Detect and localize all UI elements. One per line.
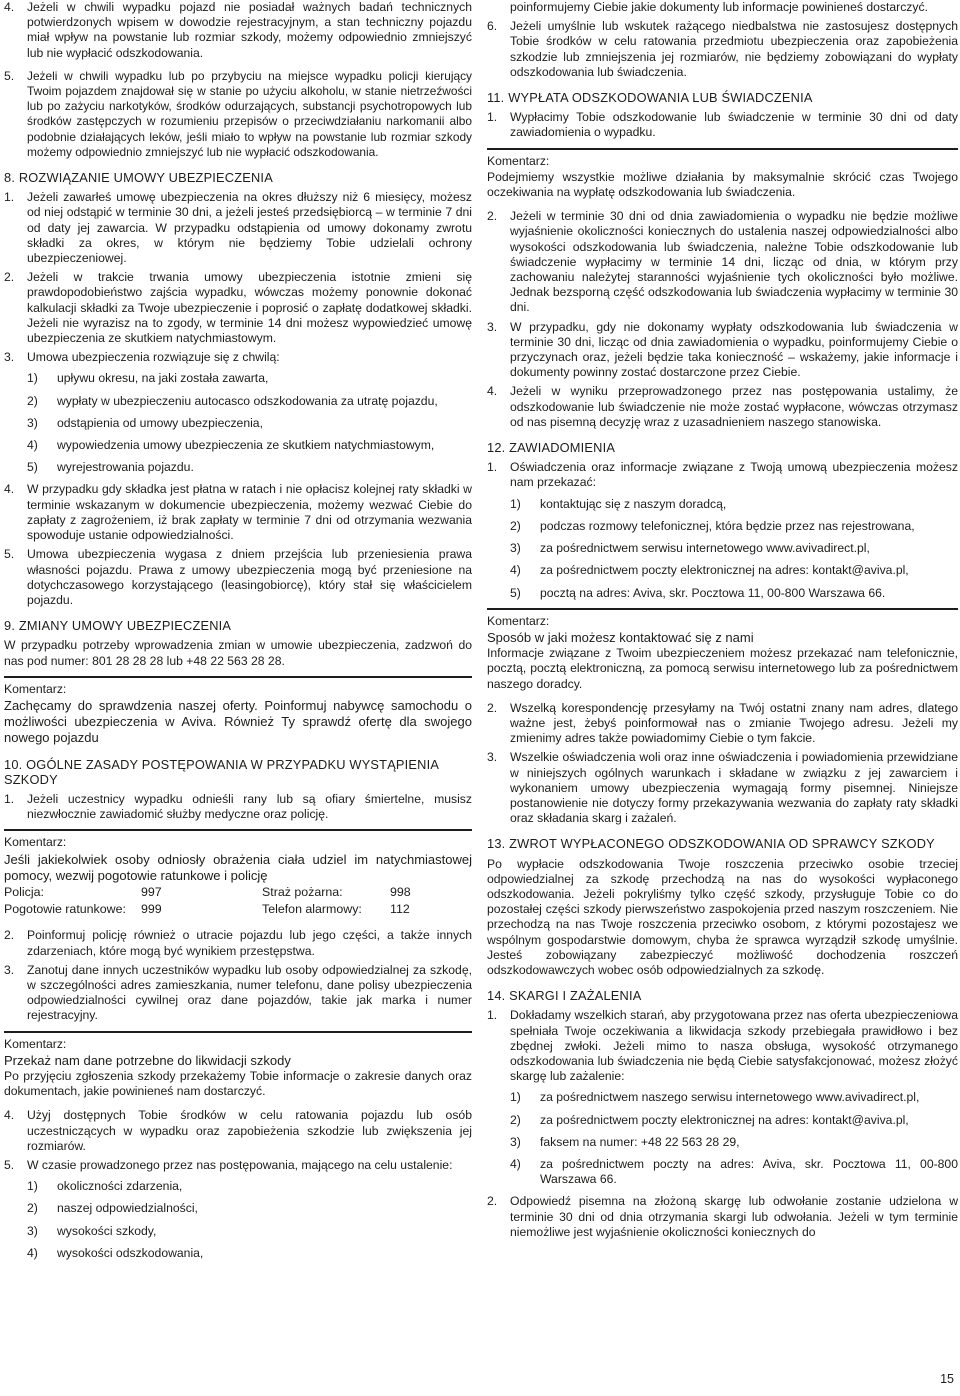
list-item: 2. Jeżeli w trakcie trwania umowy ubezpieczenia istotnie zmieni się prawdopodobieństwo zajścia wypadku, wówczas możemy ponownie dokonać kalkulacji składki za Twoje ubezpieczenie i poprosić o zapłatę dodatkowej składki. Jeżeli nie wyrazisz na to zgody, w terminie 14 dni możesz wypowiedzieć umowę ubezpieczenia ze skutkiem natychmiastowym. [4, 270, 472, 346]
comment-box [487, 608, 958, 692]
list-item: 5. Umowa ubezpieczenia wygasa z dniem przejścia lub przeniesienia prawa własności pojazdu. Prawa z umowy ubezpieczenia mogą być przeniesione na dotychczasowego korzystającego (leasingobiorcę), który stał się właścicielem pojazdu. [4, 547, 472, 607]
sub-list-item: 3) odstąpienia od umowy ubezpieczenia, [27, 415, 263, 430]
sub-list-item: 3) za pośrednictwem serwisu internetowego www.avivadirect.pl, [510, 541, 870, 556]
comment-label: Komentarz: [4, 681, 67, 696]
table-row: Pogotowie ratunkowe: 999 Telefon alarmowy: 112 [4, 902, 410, 917]
list-item: 6. Jeżeli umyślnie lub wskutek rażącego niedbalstwa nie zastosujesz dostępnych Tobie środków w celu ratowania przedmiotu ubezpieczenia oraz zapobieżenia szkodzie lub zmniejszenia jej rozmiarów, nie będziemy zobowiązani do wypłaty odszkodowania lub świadczenia. [487, 19, 958, 79]
comment-box [4, 676, 472, 747]
comment-text: Podejmiemy wszystkie możliwe działania by maksymalnie skrócić czas Twojego oczekiwania na wypłatę odszkodowania lub świadczenia. [487, 169, 958, 200]
list-item: 1. Dokładamy wszelkich starań, aby przygotowana przez nas oferta ubezpieczeniowa spełniała Twoje oczekiwania a likwidacja szkody przebiegała prawidłowo i bez zbędnej zwłoki. Jeżeli mimo to nasza obsługa, wysokość otrzymanego odszkodowania lub świadczenia nie będą Ciebie satysfakcjonować, możesz złożyć skargę lub zażalenie: [487, 1008, 958, 1084]
section-heading: 8. ROZWIĄZANIE UMOWY UBEZPIECZENIA [4, 170, 273, 186]
list-item: 3. Zanotuj dane innych uczestników wypadku lub osoby odpowiedzialnej za szkodę, w szczególności adres zamieszkania, numer telefonu, dane polisy ubezpieczenia odpowiedzialności cywilnej oraz dane pojazdów, takie jak marka i numer rejestracyjny. [4, 962, 472, 1023]
left-column [4, 0, 472, 1268]
section-heading: 14. SKARGI I ZAŻALENIA [487, 988, 642, 1004]
table-row: Policja: 997 Straż pożarna: 998 [4, 884, 411, 899]
sub-list-item: 5) pocztą na adres: Aviva, skr. Pocztowa 11, 00-800 Warszawa 66. [510, 585, 886, 600]
sub-list-item: 1) za pośrednictwem naszego serwisu internetowego www.avivadirect.pl, [510, 1090, 920, 1105]
sub-list-item: 4) wysokości odszkodowania, [27, 1245, 204, 1260]
section-heading: 13. ZWROT WYPŁACONEGO ODSZKODOWANIA OD SPRAWCY SZKODY [487, 836, 935, 852]
comment-title: Sposób w jaki możesz kontaktować się z nami [487, 629, 754, 645]
list-item: 3. W przypadku, gdy nie dokonamy wypłaty odszkodowania lub świadczenia w terminie 30 dni, licząc od dnia zawiadomienia o wypadku, poinformujemy Ciebie o przyczynach oraz, jeżeli będzie taka konieczność – wskażemy, jakie informacje i dokumenty powinny zostać dostarczone przez Ciebie. [487, 319, 958, 380]
comment-label: Komentarz: [487, 613, 550, 628]
sub-list-item: 4) za pośrednictwem poczty na adres: Aviva, skr. Pocztowa 11, 00-800 Warszawa 66. [510, 1157, 958, 1187]
list-item: 4. Jeżeli w wyniku przeprowadzonego przez nas postępowania ustalimy, że odszkodowanie lub świadczenie nie może zostać wypłacone, wówczas otrzymasz od nas pisemną decyzję wraz z uzasadnieniem naszego stanowiska. [487, 384, 958, 429]
list-item: 2. Wszelką korespondencję przesyłamy na Twój ostatni znany nam adres, dlatego ważne jest, żebyś poinformował nas o zmianie Twojego adresu. Jeżeli my zmienimy adres także powiadomimy Ciebie o tym fakcie. [487, 700, 958, 746]
comment-label: Komentarz: [4, 1036, 67, 1051]
comment-box [4, 1031, 472, 1100]
list-item: 1. Oświadczenia oraz informacje związane z Twoją umową ubezpieczenia możesz nam przekazać: [487, 460, 958, 490]
list-item: 2. Odpowiedź pisemna na złożoną skargę lub odwołanie zostanie udzielona w terminie 30 dni od dnia otrzymania skargi lub odwołania. Jeżeli w tym terminie niemożliwe jest wyjaśnienie okoliczności koniecznych do [487, 1194, 958, 1239]
comment-text: Informacje związane z Twoim ubezpieczeniem możesz przekazać nam telefonicznie, pocztą, pocztą elektroniczną, za pomocą serwisu internetowego lub za pośrednictwem naszego doradcy. [487, 646, 958, 691]
comment-label: Komentarz: [4, 835, 67, 850]
sub-list-item: 1) upływu okresu, na jaki została zawarta, [27, 371, 269, 386]
sub-list-item: 4) za pośrednictwem poczty elektronicznej na adres: kontakt@aviva.pl, [510, 563, 909, 578]
list-item: 1. Jeżeli zawarłeś umowę ubezpieczenia na okres dłuższy niż 6 miesięcy, możesz od niej odstąpić w terminie 30 dni, a jeżeli jesteś przedsiębiorcą – w terminie 7 dni od daty jej zawarcia. W przypadku odstąpienia od umowy dokonamy zwrotu składki za okres, w którym nie będziemy Tobie udzielali ochrony ubezpieczeniowej. [4, 190, 472, 266]
sub-list-item: 2) podczas rozmowy telefonicznej, która będzie przez nas rejestrowana, [510, 518, 915, 533]
comment-text: Po przyjęciu zgłoszenia szkody przekażemy Tobie informacje o zakresie danych oraz dokumentach, jakie powinieneś nam dostarczyć. [4, 1068, 472, 1099]
sub-list-item: 2) za pośrednictwem poczty elektronicznej na adres: kontakt@aviva.pl, [510, 1112, 909, 1127]
sub-list-item: 2) naszej odpowiedzialności, [27, 1201, 198, 1216]
sub-list-item: 2) wypłaty w ubezpieczeniu autocasco odszkodowania za utratę pojazdu, [27, 393, 438, 408]
list-item: 4. Jeżeli w chwili wypadku pojazd nie posiadał ważnych badań technicznych potwierdzonych wpisem w dowodzie rejestracyjnym, a stan techniczny pojazdu miał wpływ na powstanie lub rozmiar szkody, możemy odpowiednio zmniejszyć lub nie wypłacić odszkodowania. [4, 0, 472, 60]
comment-title: Jeśli jakiekolwiek osoby odniosły obrażenia ciała udziel im natychmiastowej pomocy, wezwij pogotowie ratunkowe i policję [4, 851, 472, 883]
right-column [487, 0, 958, 1244]
sub-list-item: 1) kontaktując się z naszym doradcą, [510, 496, 727, 511]
comment-box [4, 829, 472, 919]
paragraph: poinformujemy Ciebie jakie dokumenty lub informacje powinieneś dostarczyć. [510, 0, 928, 14]
page-number: 15 [940, 1372, 954, 1386]
sub-list-item: 5) wyrejestrowania pojazdu. [27, 460, 194, 475]
list-item: 4. Użyj dostępnych Tobie środków w celu ratowania pojazdu lub osób uczestniczących w wypadku oraz zapobieżenia szkodzie lub zwiększenia jej rozmiarów. [4, 1108, 472, 1153]
list-item: 1. Wypłacimy Tobie odszkodowanie lub świadczenie w terminie 30 dni od daty zawiadomienia o wypadku. [487, 110, 958, 140]
list-item: 2. Poinformuj policję również o utracie pojazdu lub jego części, a także innych zdarzeniach, które mogą być wynikiem przestępstwa. [4, 928, 472, 958]
comment-title: Przekaż nam dane potrzebne do likwidacji szkody [4, 1052, 291, 1068]
list-item: 5. W czasie prowadzonego przez nas postępowania, mającego na celu ustalenie: [4, 1158, 453, 1172]
list-item: 3. Umowa ubezpieczenia rozwiązuje się z chwilą: [4, 350, 280, 365]
section-heading: 10. OGÓLNE ZASADY POSTĘPOWANIA W PRZYPADKU WYSTĄPIENIA SZKODY [4, 756, 439, 787]
list-item: 4. W przypadku gdy składka jest płatna w ratach i nie opłacisz kolejnej raty składki w terminie wskazanym w dokumencie ubezpieczenia, możemy wezwać Ciebie do zapłaty z zagrożeniem, iż brak zapłaty w terminie 7 dni od otrzymania wezwania spowoduje ustanie odpowiedzialności. [4, 482, 472, 543]
list-item: 2. Jeżeli w terminie 30 dni od dnia zawiadomienia o wypadku nie będzie możliwe wyjaśnienie okoliczności koniecznych do ustalenia naszej odpowiedzialności albo wysokości odszkodowania lub świadczenia, należne Tobie odszkodowanie lub świadczenie wypłacimy w terminie 14 dni, licząc od dnia, w którym przy zachowaniu należytej staranności wyjaśnienie tych okoliczności było możliwe. Jednak bezsporną część odszkodowania lub świadczenia wypłacimy w terminie 30 dni. [487, 209, 958, 315]
paragraph: W przypadku potrzeby wprowadzenia zmian w umowie ubezpieczenia, zadzwoń do nas pod numer: 801 28 28 28 lub +48 22 563 28 28. [4, 638, 472, 668]
section-heading: 11. WYPŁATA ODSZKODOWANIA LUB ŚWIADCZENIA [487, 90, 813, 106]
list-item: 3. Wszelkie oświadczenia woli oraz inne oświadczenia i powiadomienia przewidziane w niniejszych ogólnych warunkach i składane w związku z jej zawarciem i wykonaniem umowy ubezpieczenia wymagają formy pisemnej. Niniejsze postanowienie nie dotyczy formy przekazywania wezwania do zapłaty raty składki oraz składania skarg i zażaleń. [487, 750, 958, 826]
list-item: 1. Jeżeli uczestnicy wypadku odnieśli rany lub są ofiary śmiertelne, musisz niezwłocznie zawiadomić służby medyczne oraz policję. [4, 791, 472, 822]
section-heading: 9. ZMIANY UMOWY UBEZPIECZENIA [4, 618, 232, 634]
sub-list-item: 3) faksem na numer: +48 22 563 28 29, [510, 1134, 740, 1149]
comment-label: Komentarz: [487, 153, 550, 168]
sub-list-item: 4) wypowiedzenia umowy ubezpieczenia ze skutkiem natychmiastowym, [27, 438, 435, 453]
sub-list-item: 3) wysokości szkody, [27, 1223, 157, 1238]
paragraph: Po wypłacie odszkodowania Twoje roszczenia przeciwko osobie trzeciej odpowiedzialnej za szkodę przechodzą na nas do wysokości wypłaconego odszkodowania. Jeżeli pokryliśmy tylko część szkody, przysługuje Tobie co do pozostałej części szkody pierwszeństwo zaspokojenia przed naszym roszczeniem. Nie przechodzą na nas Twoje roszczenia przeciwko osobom, z którymi pozostajesz we wspólnym gospodarstwie domowym, chyba że sprawca wyrządził szkodę umyślnie. Jesteś zobowiązany zabezpieczyć możliwość dochodzenia roszczeń odszkodowawczych wobec osób odpowiedzialnych za szkodę. [487, 856, 958, 977]
comment-box [487, 148, 958, 201]
section-heading: 12. ZAWIADOMIENIA [487, 440, 616, 456]
sub-list-item: 1) okoliczności zdarzenia, [27, 1179, 183, 1194]
list-item: 5. Jeżeli w chwili wypadku lub po przybyciu na miejsce wypadku policji kierujący Twoim pojazdem znajdował się w stanie po użyciu alkoholu, w stanie nietrzeźwości lub po zażyciu narkotyków, środków odurzających, substancji psychotropowych lub środków zastępczych w rozumieniu przepisów o przeciwdziałaniu narkomanii albo podobnie działających leków, jeśli miało to wpływ na powstanie lub rozmiar szkody możemy odpowiednio zmniejszyć lub nie wypłacić odszkodowania. [4, 68, 472, 159]
comment-title: Zachęcamy do sprawdzenia naszej oferty. Poinformuj nabywcę samochodu o możliwości ubezpieczenia w Aviva. Również Ty sprawdź ofertę dla swojego nowego pojazdu [4, 697, 472, 746]
emergency-numbers-table [4, 885, 411, 919]
